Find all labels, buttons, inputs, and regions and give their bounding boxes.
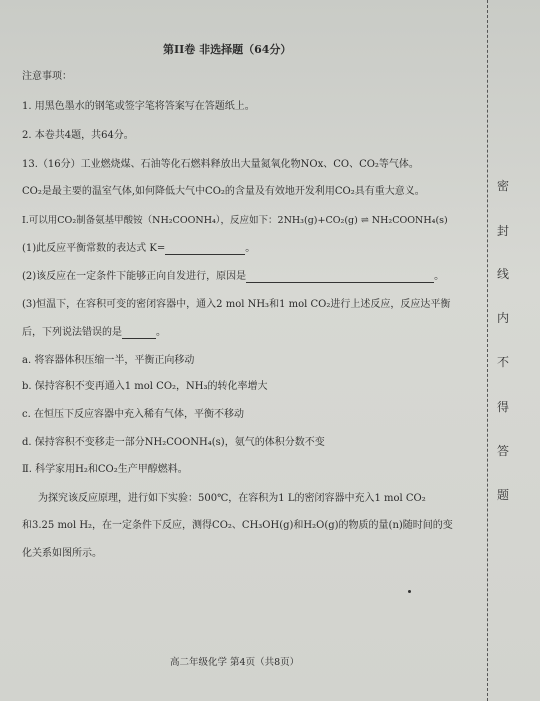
answer-blank-3[interactable] xyxy=(122,328,156,339)
seal-char-2: 封 xyxy=(497,224,510,238)
question-1: (1)此反应平衡常数的表达式 K= 。 xyxy=(22,243,256,254)
option-d: d. 保持容积不变移走一部分NH₂COONH₄(s)，氨气的体积分数不变 xyxy=(22,437,325,448)
section-title: 第II卷 非选择题（64分） xyxy=(163,43,292,56)
question-1-text: (1)此反应平衡常数的表达式 K= xyxy=(22,243,166,254)
ink-dot xyxy=(408,590,411,593)
q13-line2: CO₂是最主要的温室气体,如何降低大气中CO₂的含量及有效地开发利用CO₂具有重大意义。 xyxy=(22,186,425,197)
question-3-text: 后，下列说法错误的是 xyxy=(22,327,122,338)
seal-char-4: 内 xyxy=(497,311,510,325)
notes-heading: 注意事项： xyxy=(22,71,72,82)
option-c: c. 在恒压下反应容器中充入稀有气体，平衡不移动 xyxy=(22,409,244,420)
q13-line1: 13.（16分）工业燃烧煤、石油等化石燃料释放出大量氮氧化物NOx、CO、CO₂等气体。 xyxy=(22,159,419,170)
seal-char-5: 不 xyxy=(497,355,510,369)
seal-char-3: 线 xyxy=(497,267,510,281)
part1-equation: Ⅰ.可以用CO₂制备氨基甲酸铵（NH₂COONH₄），反应如下：2NH₃(g)+CO₂(g) ⇌ NH₂COONH₄(s) xyxy=(22,215,448,226)
question-2: (2)该反应在一定条件下能够正向自发进行，原因是 。 xyxy=(22,271,445,282)
option-a: a. 将容器体积压缩一半，平衡正向移动 xyxy=(22,355,195,366)
answer-blank-2[interactable] xyxy=(246,272,434,283)
seal-char-6: 得 xyxy=(497,400,510,414)
answer-blank-1[interactable] xyxy=(165,244,245,255)
part2-line2: 和3.25 mol H₂，在一定条件下反应，测得CO₂、CH₃OH(g)和H₂O(g)的物质的量(n)随时间的变 xyxy=(22,520,453,531)
seal-line xyxy=(487,0,488,701)
part2-line3: 化关系如图所示。 xyxy=(22,548,102,559)
option-b: b. 保持容积不变再通入1 mol CO₂，NH₃的转化率增大 xyxy=(22,381,268,392)
part2-heading: Ⅱ. 科学家用H₂和CO₂生产甲醇燃料。 xyxy=(22,464,188,475)
page-footer: 高二年级化学 第4页（共8页） xyxy=(170,657,300,668)
seal-char-7: 答 xyxy=(497,444,510,458)
part2-line1: 为探究该反应原理，进行如下实验：500℃，在容积为1 L的密闭容器中充入1 mol CO₂ xyxy=(38,493,426,504)
seal-char-1: 密 xyxy=(497,179,510,193)
seal-char-8: 题 xyxy=(497,488,510,502)
question-3-line1: (3)恒温下，在容积可变的密闭容器中，通入2 mol NH₃和1 mol CO₂进行上述反应，反应达平衡 xyxy=(22,299,451,310)
note-2: 2. 本卷共4题，共64分。 xyxy=(22,130,134,141)
note-1: 1. 用黑色墨水的钢笔或签字笔将答案写在答题纸上。 xyxy=(22,101,255,112)
question-2-text: (2)该反应在一定条件下能够正向自发进行，原因是 xyxy=(22,271,247,282)
question-3-line2: 后，下列说法错误的是 。 xyxy=(22,327,166,338)
